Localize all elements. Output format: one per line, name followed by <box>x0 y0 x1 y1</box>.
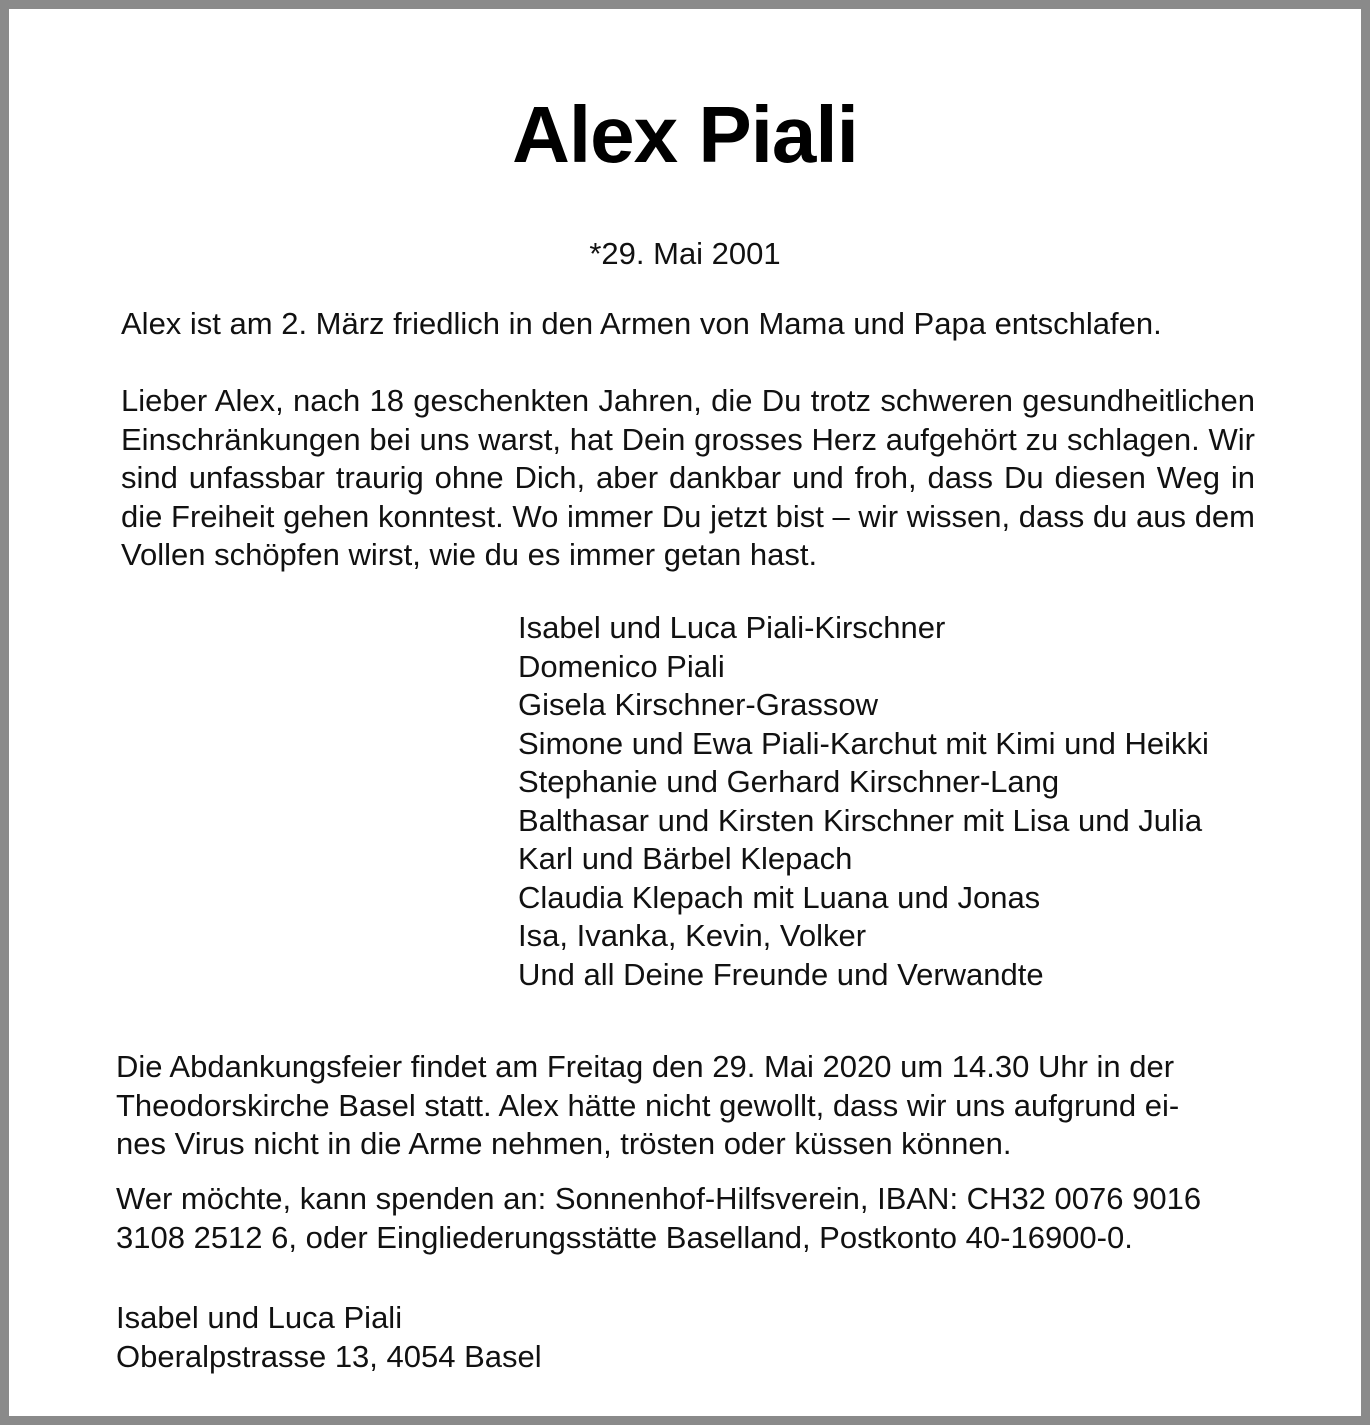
mourners-list <box>518 609 1209 994</box>
mourner-entry: Domenico Piali <box>518 648 725 684</box>
mourner-entry: Karl und Bärbel Klepach <box>518 841 853 876</box>
mourner-entry: Stephanie und Gerhard Kirschner-Lang <box>518 764 1060 799</box>
contact-name: Isabel und Luca Piali <box>116 1300 403 1335</box>
contact-address: Oberalpstrasse 13, 4054 Basel <box>116 1338 542 1374</box>
tribute-paragraph: Lieber Alex, nach 18 geschenkten Jahren, die Du trotz schweren gesundheitlichen Einschränkungen bei uns warst, hat Dein grosses Herz aufgehört zu schlagen. Wir sind unfassbar traurig ohne Dich, aber dankbar und froh, dass Du diesen Weg in die Freiheit gehen konntest. Wo immer Du jetzt bist – wir wissen, dass du aus dem Vollen schöpfen wirst, wie du es immer getan hast. <box>121 383 1255 572</box>
contact-block <box>116 1299 542 1376</box>
donation-line: Wer möchte, kann spenden an: Sonnenhof-Hilfsverein, IBAN: CH32 0076 9016 <box>116 1181 1202 1216</box>
mourner-entry: Gisela Kirschner-Grassow <box>518 687 879 722</box>
mourner-entry: Und all Deine Freunde und Verwandte <box>518 956 1044 992</box>
ceremony-line: Die Abdankungsfeier findet am Freitag den 29. Mai 2020 um 14.30 Uhr in der <box>116 1049 1175 1084</box>
mourner-entry: Isa, Ivanka, Kevin, Volker <box>518 918 867 953</box>
mourner-entry: Claudia Klepach mit Luana und Jonas <box>518 879 1041 915</box>
ceremony-details <box>116 1048 1256 1164</box>
birth-date: *29. Mai 2001 <box>589 236 781 271</box>
deceased-name: Alex Piali <box>512 90 858 179</box>
mourner-entry: Isabel und Luca Piali-Kirschner <box>518 610 946 645</box>
ceremony-line: Theodorskirche Basel statt. Alex hätte nicht gewollt, dass wir uns aufgrund ei- <box>116 1087 1180 1123</box>
donation-details <box>116 1180 1256 1257</box>
mourner-entry: Balthasar und Kirsten Kirschner mit Lisa und Julia <box>518 802 1203 838</box>
donation-line: 3108 2512 6, oder Eingliederungsstätte Baselland, Postkonto 40-16900-0. <box>116 1219 1133 1255</box>
passing-statement: Alex ist am 2. März friedlich in den Armen von Mama und Papa entschlafen. <box>121 306 1162 341</box>
mourner-entry: Simone und Ewa Piali-Karchut mit Kimi und Heikki <box>518 725 1209 761</box>
ceremony-line: nes Virus nicht in die Arme nehmen, trösten oder küssen können. <box>116 1126 1012 1161</box>
